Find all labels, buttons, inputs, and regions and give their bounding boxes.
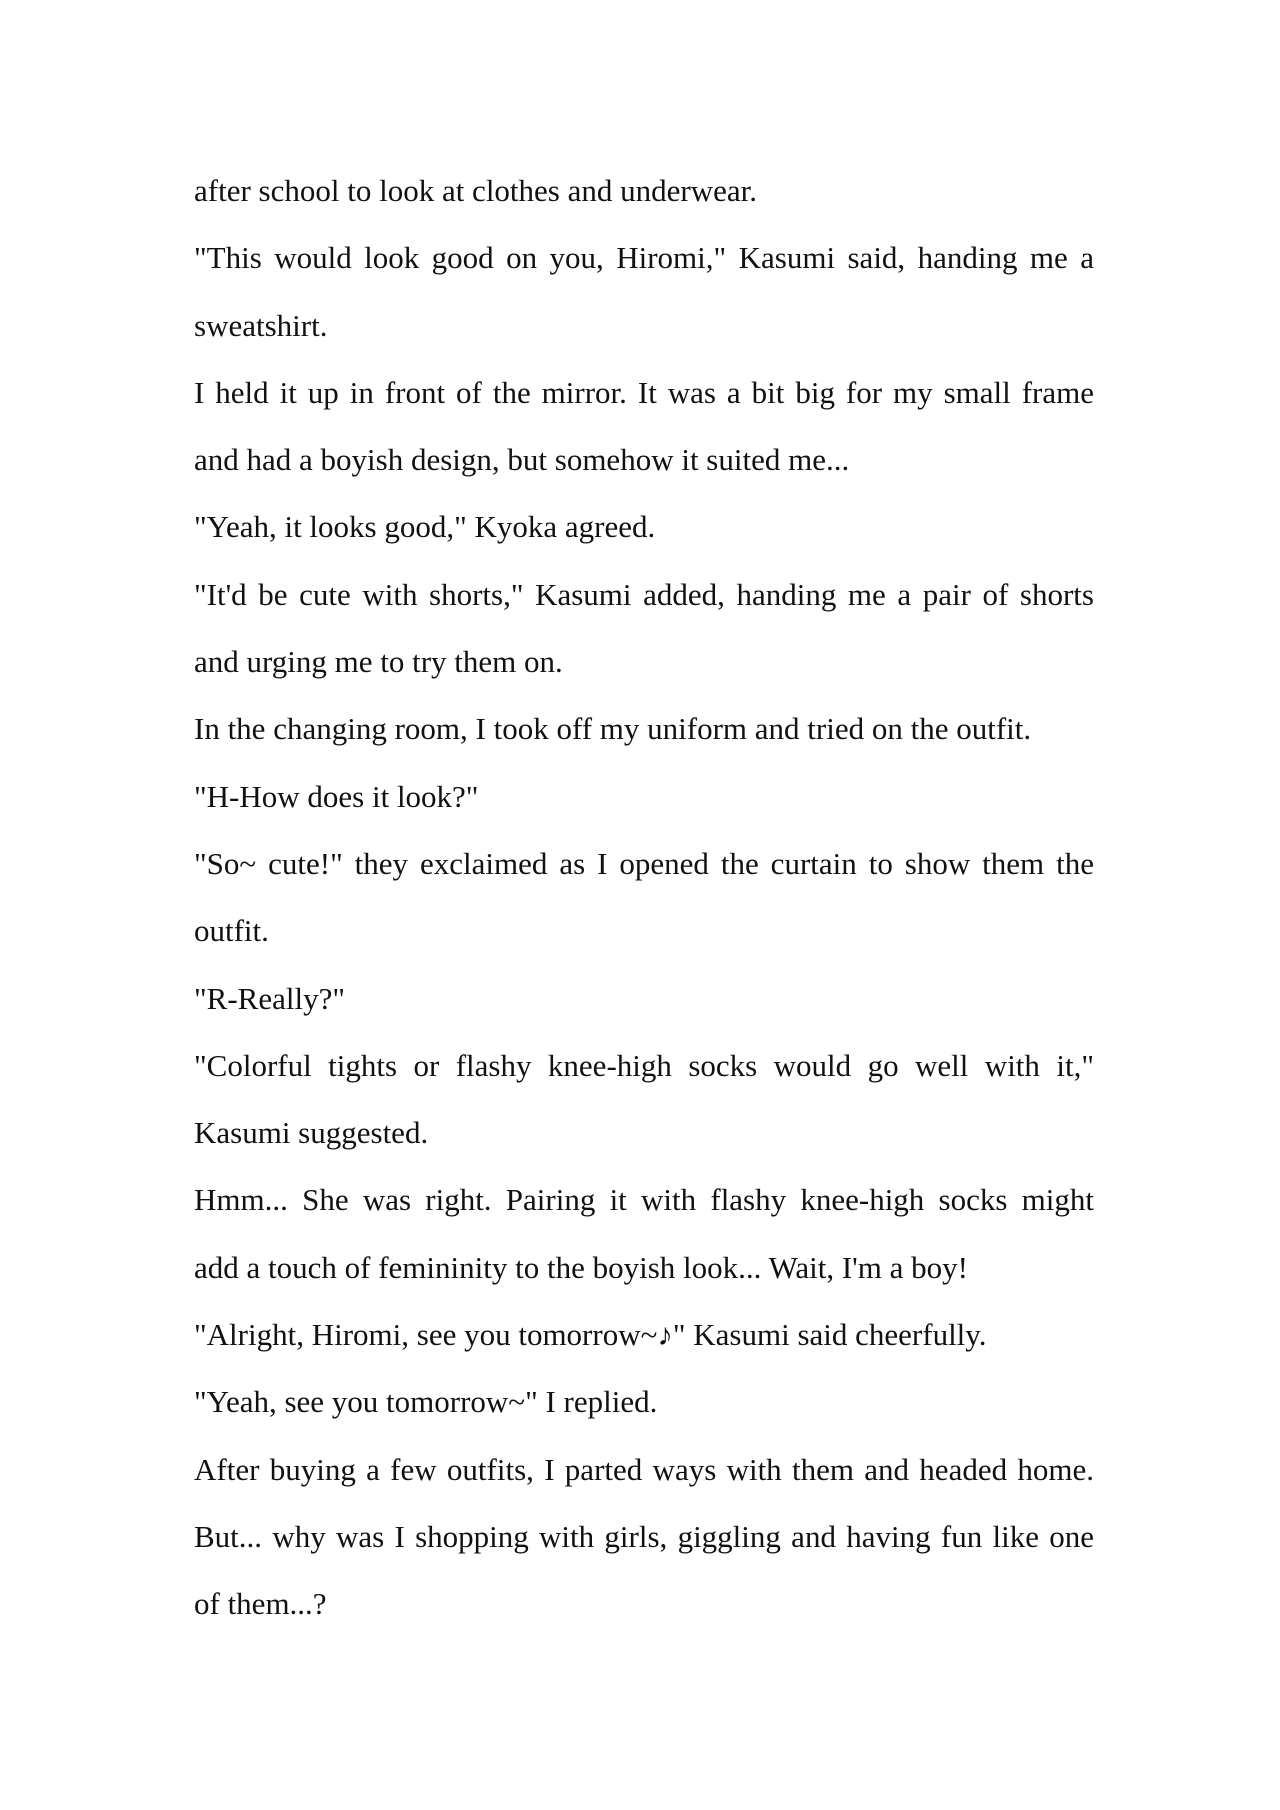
text-line: But... why was I shopping with girls, giggling and having fun like one <box>194 1518 1094 1554</box>
text-line: After buying a few outfits, I parted ways with them and headed home. <box>194 1451 1094 1487</box>
text-line: "It'd be cute with shorts," Kasumi added, handing me a pair of shorts <box>194 576 1094 612</box>
text-line: I held it up in front of the mirror. It was a bit big for my small frame <box>194 374 1094 410</box>
text-line: of them...? <box>194 1586 327 1622</box>
text-line: "Colorful tights or flashy knee-high socks would go well with it," <box>194 1047 1094 1083</box>
text-line: In the changing room, I took off my uniform and tried on the outfit. <box>194 711 1032 747</box>
text-line: "R-Really?" <box>194 980 345 1016</box>
text-line: "Yeah, it looks good," Kyoka agreed. <box>194 509 656 545</box>
text-line: "H-How does it look?" <box>194 778 479 814</box>
story-text <box>194 157 1094 1638</box>
text-line: "So~ cute!" they exclaimed as I opened the curtain to show them the <box>194 845 1094 881</box>
text-line: and urging me to try them on. <box>194 644 563 680</box>
text-line: and had a boyish design, but somehow it suited me... <box>194 442 850 478</box>
text-line: "Alright, Hiromi, see you tomorrow~♪" Kasumi said cheerfully. <box>194 1317 987 1353</box>
text-line: sweatshirt. <box>194 307 328 343</box>
text-line: after school to look at clothes and underwear. <box>194 173 757 208</box>
text-line: Hmm... She was right. Pairing it with flashy knee-high socks might <box>194 1182 1094 1218</box>
text-line: "This would look good on you, Hiromi," Kasumi said, handing me a <box>194 240 1094 276</box>
text-line: Kasumi suggested. <box>194 1115 429 1151</box>
text-line: outfit. <box>194 913 269 949</box>
text-line: add a touch of femininity to the boyish look... Wait, I'm a boy! <box>194 1249 968 1285</box>
text-line: "Yeah, see you tomorrow~" I replied. <box>194 1384 658 1420</box>
